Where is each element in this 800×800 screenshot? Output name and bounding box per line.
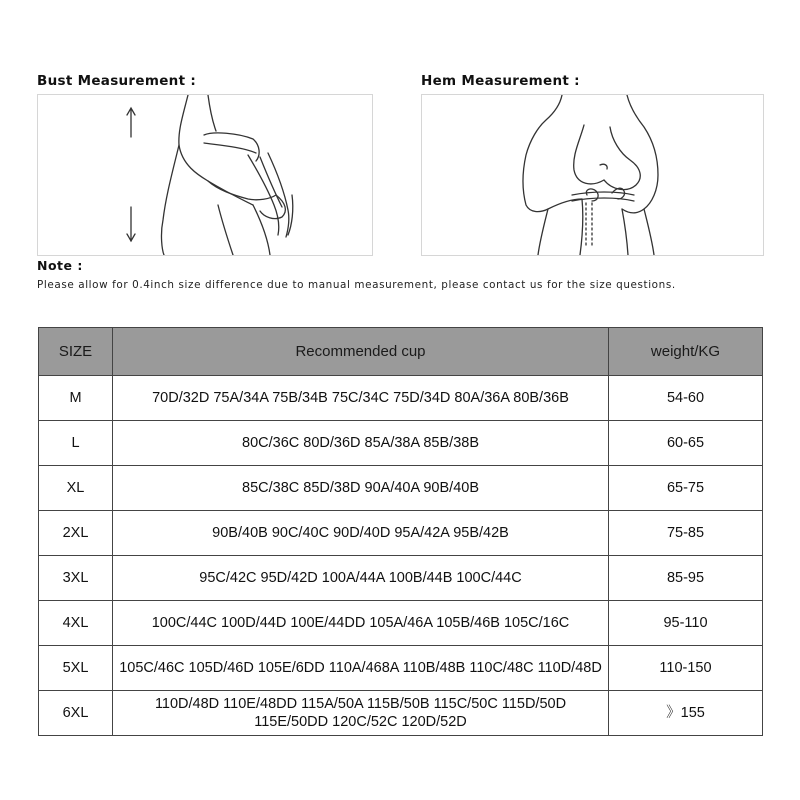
hem-illustration [421,94,764,256]
table-row [39,646,763,691]
size-cell: 4XL [39,601,113,646]
weight-cell: 》155 [609,691,763,736]
weight-cell: 75-85 [609,511,763,556]
cup-cell: 80C/36C 80D/36D 85A/38A 85B/38B [113,421,609,466]
hem-measurement-label: Hem Measurement : [421,73,580,89]
hem-figure-drawing [523,95,658,255]
size-cell: XL [39,466,113,511]
cup-cell: 90B/40B 90C/40C 90D/40D 95A/42A 95B/42B [113,511,609,556]
size-cell: 6XL [39,691,113,736]
size-cell: 3XL [39,556,113,601]
bust-figure-drawing [161,95,292,255]
table-row [39,421,763,466]
weight-cell: 54-60 [609,376,763,421]
table-row [39,511,763,556]
size-cell: 2XL [39,511,113,556]
table-row [39,601,763,646]
cup-cell: 110D/48D 110E/48DD 115A/50A 115B/50B 115C/50C 115D/50D 115E/50DD 120C/52C 120D/52D [113,691,609,736]
weight-cell: 65-75 [609,466,763,511]
header-weight: weight/KG [609,328,763,376]
size-cell: L [39,421,113,466]
size-cell: 5XL [39,646,113,691]
weight-cell: 60-65 [609,421,763,466]
note-title: Note : [37,258,83,273]
cup-cell: 100C/44C 100D/44D 100E/44DD 105A/46A 105B/46B 105C/16C [113,601,609,646]
note-text: Please allow for 0.4inch size difference due to manual measurement, please contact us for the size questions. [37,279,676,291]
weight-cell: 85-95 [609,556,763,601]
table-row [39,466,763,511]
table-header-row [39,328,763,376]
table-row [39,691,763,736]
bust-measurement-label: Bust Measurement : [37,73,197,89]
table-row [39,556,763,601]
table-row [39,376,763,421]
cup-cell: 95C/42C 95D/42D 100A/44A 100B/44B 100C/44C [113,556,609,601]
bust-illustration [37,94,373,256]
size-cell: M [39,376,113,421]
cup-cell: 85C/38C 85D/38D 90A/40A 90B/40B [113,466,609,511]
size-chart-table [38,327,763,736]
header-recommended-cup: Recommended cup [113,328,609,376]
up-arrow-icon [127,108,135,137]
weight-cell: 95-110 [609,601,763,646]
weight-cell: 110-150 [609,646,763,691]
cup-cell: 70D/32D 75A/34A 75B/34B 75C/34C 75D/34D 80A/36A 80B/36B [113,376,609,421]
header-size: SIZE [39,328,113,376]
cup-cell: 105C/46C 105D/46D 105E/6DD 110A/468A 110B/48B 110C/48C 110D/48D [113,646,609,691]
down-arrow-icon [127,207,135,241]
